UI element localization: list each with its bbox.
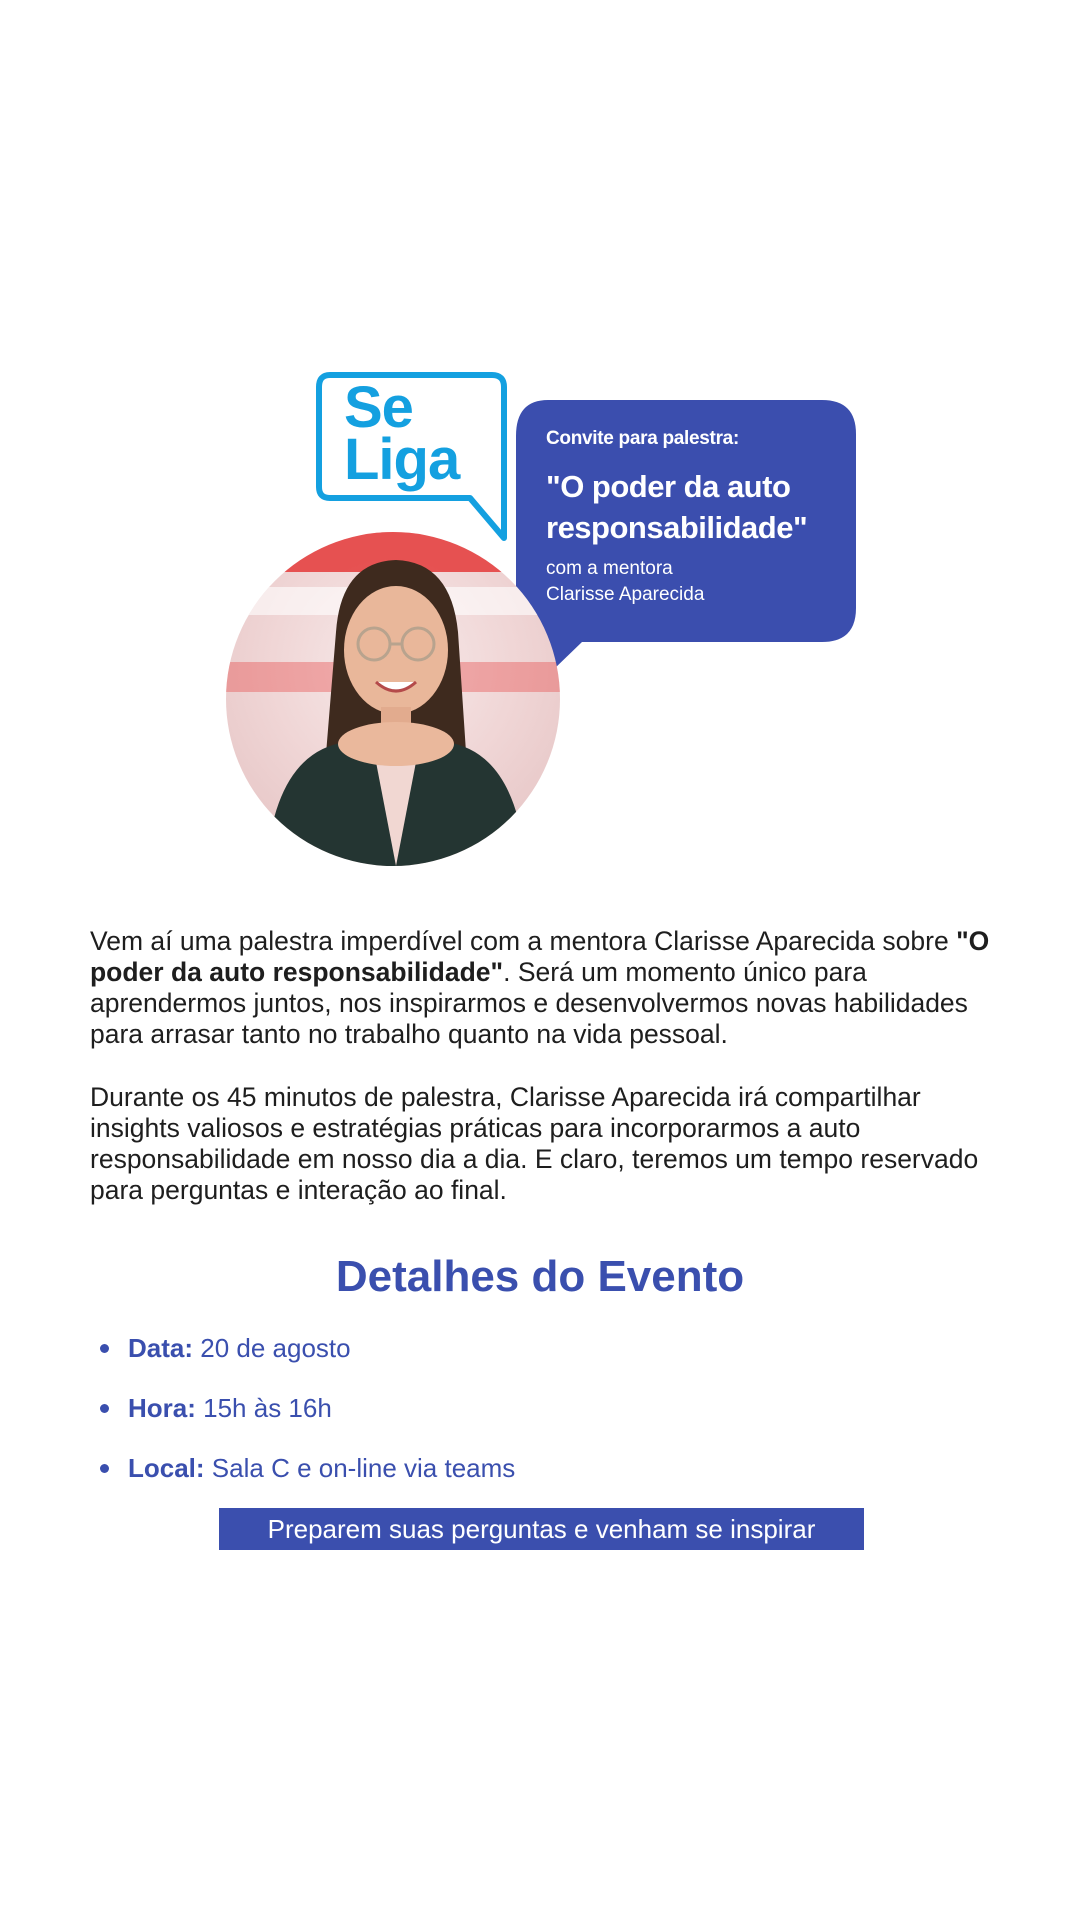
intro-p1-bold: "O poder da auto responsabilidade" [90, 926, 990, 987]
detail-location [100, 1450, 515, 1510]
logo-text [344, 375, 460, 492]
bullet-icon [100, 1404, 109, 1413]
invitation-text [546, 428, 836, 608]
detail-time [100, 1390, 515, 1450]
bullet-icon [100, 1464, 109, 1473]
detail-date-value: 20 de agosto [193, 1333, 351, 1363]
bullet-icon [100, 1344, 109, 1353]
invitation-kicker: Convite para palestra: [546, 428, 739, 449]
intro-paragraph-2: Durante os 45 minutos de palestra, Clarisse Aparecida irá compartilhar insights valiosos e estratégias práticas para incorporarmos a auto responsabilidade em nosso dia a dia. E claro, teremos um tempo reservado para perguntas e interação ao final. [90, 1082, 979, 1205]
detail-date-label: Data: [128, 1333, 194, 1363]
detail-time-label: Hora: [128, 1393, 196, 1423]
mentor-line [546, 556, 836, 608]
talk-title: "O poder da auto responsabilidade" [546, 469, 808, 545]
logo-line-liga: Liga [344, 427, 460, 492]
detail-location-value: Sala C e on-line via teams [204, 1453, 516, 1483]
event-details-list [100, 1330, 515, 1510]
intro-paragraph-1 [90, 926, 1002, 1050]
detail-time-value: 15h às 16h [195, 1393, 332, 1423]
intro-p1-start: Vem aí uma palestra imperdível com a mentora Clarisse Aparecida sobre [90, 926, 957, 956]
detail-location-label: Local: [128, 1453, 205, 1483]
mentor-prefix: com a mentora [546, 558, 673, 579]
intro-text [90, 926, 1002, 1238]
detail-date [100, 1330, 515, 1390]
event-details-title: Detalhes do Evento [335, 1252, 745, 1301]
call-to-action-banner: Preparem suas perguntas e venham se inspirar [219, 1508, 864, 1550]
intro-p1-end: . Será um momento único para aprendermos juntos, nos inspirarmos e desenvolvermos novas habilidades para arrasar tanto no trabalho quanto na vida pessoal. [90, 957, 968, 1049]
mentor-name: Clarisse Aparecida [546, 584, 705, 605]
logo-line-se: Se [344, 375, 413, 440]
mentor-photo [226, 532, 560, 866]
